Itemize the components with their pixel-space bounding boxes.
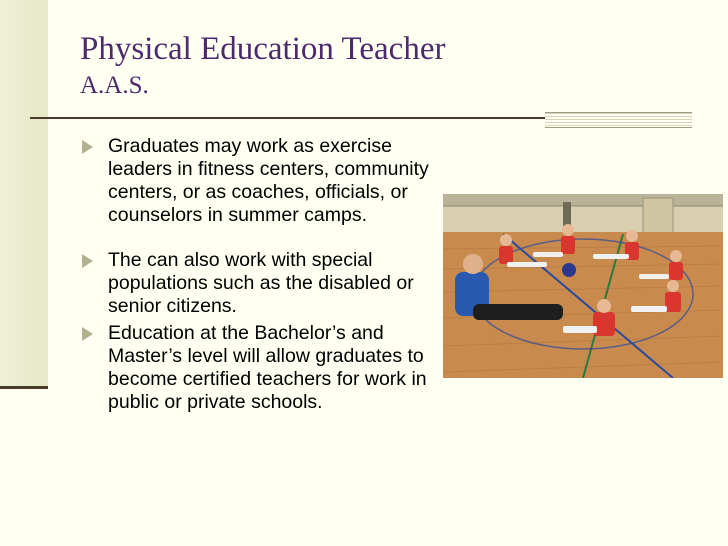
triangle-bullet-icon bbox=[82, 140, 93, 154]
bullet-list bbox=[82, 135, 442, 414]
bullet-text: Education at the Bachelor’s and Master’s level will allow graduates to become certified teachers for work in public or private schools. bbox=[108, 322, 427, 413]
bullet-item bbox=[82, 322, 442, 414]
bullet-text: The can also work with special populations such as the disabled or senior citizens. bbox=[108, 249, 414, 317]
slide-title bbox=[80, 30, 700, 100]
bullet-item bbox=[82, 249, 442, 318]
left-stripe-rule bbox=[0, 386, 48, 389]
gym-class-photo-illustration bbox=[443, 194, 723, 378]
triangle-bullet-icon bbox=[82, 254, 93, 268]
left-decorative-stripe bbox=[0, 0, 48, 388]
gym-class-photo bbox=[443, 194, 723, 378]
title-line-2: A.A.S. bbox=[80, 71, 149, 99]
title-rule-accent-box bbox=[545, 112, 692, 128]
title-line-1: Physical Education Teacher bbox=[80, 31, 446, 67]
bullet-text: Graduates may work as exercise leaders in fitness centers, community centers, or as coaches, officials, or counselors in summer camps. bbox=[108, 135, 429, 226]
triangle-bullet-icon bbox=[82, 327, 93, 341]
bullet-item bbox=[82, 135, 442, 227]
